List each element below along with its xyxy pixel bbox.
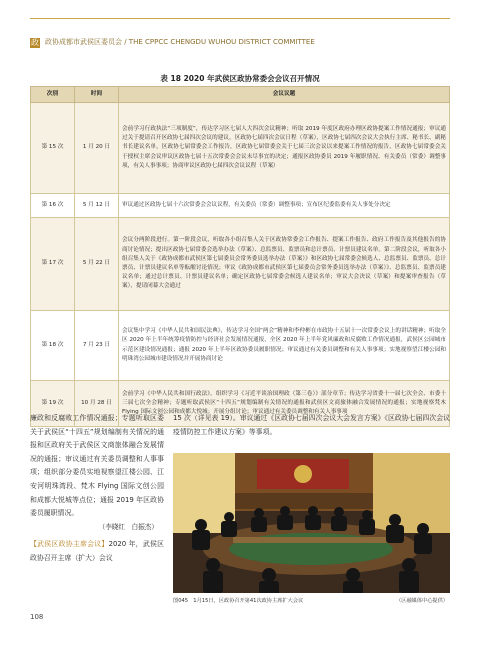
meeting-photo [173, 453, 450, 593]
table-row [31, 218, 450, 311]
caption-text: 图045 1月15日，区政协召开第41次政协主席扩大会议 [173, 598, 304, 604]
cell-topics: 会前学习《中华人民共和国行政法》，组织学习《习近平谈治国理政（第三卷）》部分章节；传达学习省委十一届七次全会、市委十三届七次全会精神；专题听取武侯区“十四五”规划编制有关情况的通报和武侯区文商旅体融合发展情况的通报；实地视察梵木 Flying 国际文创公园和成都大悦城；开展分组讨论；审议通过有关委员调整和有关人事事项 [119, 381, 450, 427]
table-header-row [31, 87, 450, 103]
cell-session: 第 16 次 [31, 194, 75, 218]
cell-session: 第 19 次 [31, 381, 75, 427]
cell-topics: 会议分两阶段进行。第一阶段会议，听取各小组召集人关于区政协常委会工作报告、提案工作报告、政府工作报告及其他报告的协商讨论情况；提出区政协七届常委会选举办法（草案）、总监票员、监票员和总计票员、计票员建议名单。第二阶段会议，听取各小组召集人关于《政协成都市武侯区第七届委员会常务委员选举办法（草案）》和区政协七届常委会候选人、总监票员、监票员、总计票员、计票员建议名单等酝酿讨论情况；审议《政协成都市武侯区第七届委员会常务委员选举办法（草案）》、总监票员、监票员建议名单；通过总计票员、计票员建议名单；确定区政协七届常委会候选人建议名单；审议大会决议（草案）和提案审查报告（草案），提请闭幕大会通过 [119, 218, 450, 311]
cell-date: 5 月 12 日 [75, 194, 119, 218]
body-paragraph: 廉政和反腐败工作情况通报；专题听取区委关于武侯区“十四五”规划编制有关情况的通报和区政府关于武侯区文商旅体融合发展情况的通报；审议通过有关委员调整和人事事项；组织部分委员实地视察望江楼公园、江安河明珠湾段、梵木 Flying 国际文创公园和成都大悦城等点位；通报 2019 年区政协委员履职情况。 [30, 414, 164, 518]
section-heading: 【武侯区政协主席会议】 [30, 540, 109, 549]
cell-date: 10 月 28 日 [75, 381, 119, 427]
left-column [30, 412, 164, 566]
cell-session: 第 18 次 [31, 311, 75, 381]
meeting-photo-image [173, 453, 450, 593]
cell-topics: 审议通过区政协七届十六次常委会会议议程，有关委员（常委）调整事项；宣布区纪委监委有关人事处分决定 [119, 194, 450, 218]
cell-topics: 会前学习行政执法“三项制度”，传达学习区七届人大四次会议精神；听取 2019 年度区政府办理区政协提案工作情况通报；审议通过关于提请召开区政协七届四次会议的建议，区政协七届四次会议日程（草案），区政协七届四次会议大会执行主席、秘书长、副秘书长建议名单，区政协七届常委会工作报告，区政协七届常委会关于七届三次会议以来提案工作情况的报告，区政协七届常委会关于授权主席会议审议区政协七届十五次常委会会议未尽事宜的决定；通报区政协委员 2019 年履职情况、有关委员（常委）调整事项，有关人事事项；协商审议区政协七届四次会议议程（草案） [119, 103, 450, 194]
table-row [31, 103, 450, 194]
page-number: 108 [30, 613, 44, 621]
column-header-topics: 会议议题 [119, 87, 450, 103]
cell-date: 1 月 20 日 [75, 103, 119, 194]
meetings-table [30, 86, 450, 427]
body-paragraph: 15 次（详见表 19）。审议通过《区政协七届四次会议大会发言方案》《区政协七届四次会议疫情防控工作建议方案》等事项。 [173, 414, 450, 436]
author-signature: （李晓红 白振杰） [98, 522, 158, 531]
header-rule [30, 18, 450, 19]
table-row [31, 311, 450, 381]
cppcc-logo-icon: 政 [31, 38, 39, 47]
table-row [31, 194, 450, 218]
cell-date: 7 月 23 日 [75, 311, 119, 381]
cell-topics: 会议集中学习《中华人民共和国民法典》，传达学习全国“两会”精神和李仲彬在市政协十五届十一次常委会议上的讲话精神；听取全区 2020 年上半年统筹疫情防控与经济社会发展情况通报，全区 2020 年上半年党风廉政和反腐败工作情况通报，武侯区公园城市示范区建设情况通报；通报 2020 年上半年区政协委员履职情况；审议通过有关委员调整和有关人事事项；实地视察望江楼公园和明珠湾公园城市建设情况并开展协商讨论 [119, 311, 450, 381]
section-paragraph [30, 538, 164, 565]
cell-session: 第 17 次 [31, 218, 75, 311]
column-header-session: 次别 [31, 87, 75, 103]
section-text: 2020 年，武侯区政协召开主席（扩大）会议 [30, 540, 164, 562]
header-title: 政协成都市武侯区委员会 / THE CPPCC CHENGDU WUHOU DISTRICT COMMITTEE [45, 38, 315, 46]
table-title: 表 18 2020 年武侯区政协常委会会议召开情况 [160, 74, 320, 83]
right-column [173, 412, 450, 439]
cell-session: 第 15 次 [31, 103, 75, 194]
page-header [0, 0, 480, 47]
photo-credit: （区融媒体中心提供） [396, 598, 448, 604]
column-header-date: 时间 [75, 87, 119, 103]
cell-date: 5 月 22 日 [75, 218, 119, 311]
photo-caption [173, 597, 450, 604]
